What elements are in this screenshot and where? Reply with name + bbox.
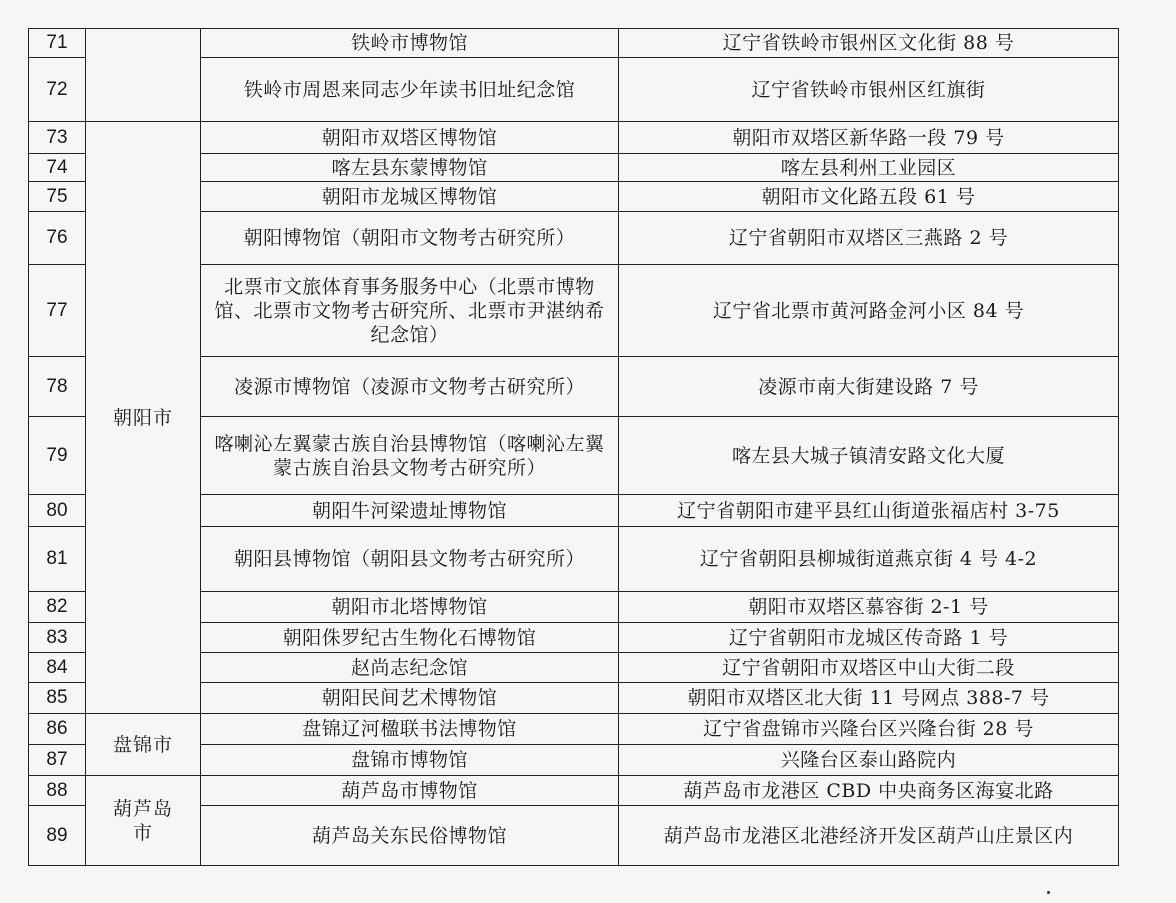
museum-address: 兴隆台区泰山路院内	[619, 745, 1119, 776]
museum-name: 盘锦辽河楹联书法博物馆	[201, 714, 619, 745]
museum-name: 凌源市博物馆（凌源市文物考古研究所）	[201, 357, 619, 417]
museum-address: 辽宁省铁岭市银州区文化街 88 号	[619, 29, 1119, 58]
museum-name: 朝阳牛河梁遗址博物馆	[201, 495, 619, 527]
museum-name: 铁岭市博物馆	[201, 29, 619, 58]
museum-address: 喀左县利州工业园区	[619, 154, 1119, 182]
museum-name: 朝阳县博物馆（朝阳县文物考古研究所）	[201, 527, 619, 592]
museum-address: 朝阳市双塔区新华路一段 79 号	[619, 122, 1119, 154]
row-number: 82	[29, 592, 86, 623]
city-cell-panjin: 盘锦市	[86, 714, 201, 776]
row-number: 72	[29, 58, 86, 122]
museum-name: 盘锦市博物馆	[201, 745, 619, 776]
table-row	[29, 776, 1119, 806]
museum-address: 辽宁省朝阳市双塔区三燕路 2 号	[619, 212, 1119, 265]
row-number: 75	[29, 182, 86, 212]
museum-name: 赵尚志纪念馆	[201, 653, 619, 683]
museum-address: 辽宁省朝阳县柳城街道燕京街 4 号 4-2	[619, 527, 1119, 592]
scan-speck	[1047, 891, 1050, 894]
museum-name: 朝阳市北塔博物馆	[201, 592, 619, 623]
museum-name: 朝阳侏罗纪古生物化石博物馆	[201, 623, 619, 653]
row-number: 79	[29, 417, 86, 495]
row-number: 89	[29, 806, 86, 866]
row-number: 81	[29, 527, 86, 592]
museum-address: 朝阳市文化路五段 61 号	[619, 182, 1119, 212]
museum-name: 葫芦岛市博物馆	[201, 776, 619, 806]
row-number: 73	[29, 122, 86, 154]
row-number: 76	[29, 212, 86, 265]
city-cell-chaoyang: 朝阳市	[86, 122, 201, 714]
museum-table	[28, 28, 1119, 866]
row-number: 84	[29, 653, 86, 683]
museum-address: 辽宁省铁岭市银州区红旗街	[619, 58, 1119, 122]
table-row	[29, 29, 1119, 58]
museum-address: 朝阳市双塔区慕容街 2-1 号	[619, 592, 1119, 623]
museum-name: 喀左县东蒙博物馆	[201, 154, 619, 182]
table-row	[29, 714, 1119, 745]
museum-address: 朝阳市双塔区北大街 11 号网点 388-7 号	[619, 683, 1119, 714]
museum-address: 辽宁省盘锦市兴隆台区兴隆台街 28 号	[619, 714, 1119, 745]
museum-name: 葫芦岛关东民俗博物馆	[201, 806, 619, 866]
city-cell-huludao: 葫芦岛市	[86, 776, 201, 866]
museum-address: 辽宁省朝阳市双塔区中山大街二段	[619, 653, 1119, 683]
row-number: 74	[29, 154, 86, 182]
museum-address: 葫芦岛市龙港区 CBD 中央商务区海宴北路	[619, 776, 1119, 806]
museum-name: 朝阳博物馆（朝阳市文物考古研究所）	[201, 212, 619, 265]
museum-name: 铁岭市周恩来同志少年读书旧址纪念馆	[201, 58, 619, 122]
museum-address: 辽宁省朝阳市龙城区传奇路 1 号	[619, 623, 1119, 653]
museum-name: 朝阳市双塔区博物馆	[201, 122, 619, 154]
museum-address: 凌源市南大街建设路 7 号	[619, 357, 1119, 417]
row-number: 78	[29, 357, 86, 417]
museum-name: 喀喇沁左翼蒙古族自治县博物馆（喀喇沁左翼蒙古族自治县文物考古研究所）	[201, 417, 619, 495]
row-number: 71	[29, 29, 86, 58]
row-number: 77	[29, 265, 86, 357]
museum-address: 葫芦岛市龙港区北港经济开发区葫芦山庄景区内	[619, 806, 1119, 866]
row-number: 86	[29, 714, 86, 745]
row-number: 80	[29, 495, 86, 527]
museum-address: 辽宁省朝阳市建平县红山街道张福店村 3-75	[619, 495, 1119, 527]
museum-address: 辽宁省北票市黄河路金河小区 84 号	[619, 265, 1119, 357]
row-number: 83	[29, 623, 86, 653]
row-number: 88	[29, 776, 86, 806]
table-row	[29, 122, 1119, 154]
museum-name: 朝阳市龙城区博物馆	[201, 182, 619, 212]
row-number: 85	[29, 683, 86, 714]
museum-name: 北票市文旅体育事务服务中心（北票市博物馆、北票市文物考古研究所、北票市尹湛纳希纪念馆）	[201, 265, 619, 357]
city-cell-tieling	[86, 29, 201, 122]
row-number: 87	[29, 745, 86, 776]
museum-name: 朝阳民间艺术博物馆	[201, 683, 619, 714]
museum-address: 喀左县大城子镇清安路文化大厦	[619, 417, 1119, 495]
